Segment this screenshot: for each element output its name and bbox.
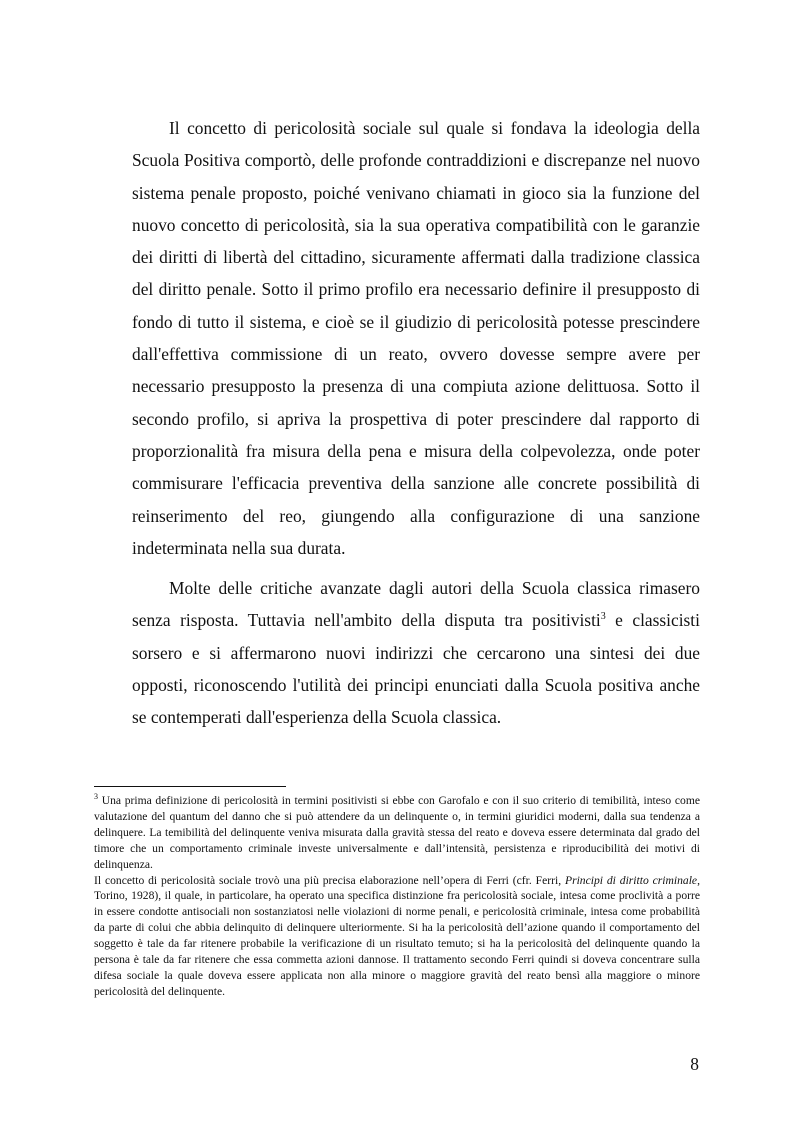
- footnote-number: 3: [94, 792, 98, 802]
- paragraph-2-text-b: e classicisti sorsero e si affermarono nuovi indirizzi che cercarono una sintesi dei due opposti, riconoscendo l'utilità dei principi enunciati dalla Scuola positiva anche se contemperati dall'esperienza della Scuola classica.: [132, 610, 700, 728]
- footnote-3-text-2b: , Torino, 1928), il quale, in particolare, ha operato una specifica distinzione fra pericolosità sociale, intesa come proclività a porre in essere condotte antisociali non sostanziatosi nelle violazioni di norme penali, e pericolosità criminale, intesa come probabilità da parte di colui che abbia delinquito di delinquere ulteriormente. Si ha la pericolosità dell’azione quando il comportamento del soggetto è tale da far ritenere probabile la verificazione di un risultato temuto; si ha la pericolosità del delinquente quando la persona è tale da far ritenere che essa commetta azioni dannose. Il trattamento secondo Ferri quindi si doveva concentrare sulla difesa sociale la quale doveva essere applicata non alla minore o maggiore gravità del reato bensì alla maggiore o minore pericolosità del delinquente.: [94, 873, 700, 998]
- footnotes: [94, 793, 700, 1000]
- paragraph-2-text-a: Molte delle critiche avanzate dagli autori della Scuola classica rimasero senza risposta. Tuttavia nell'ambito della disputa tra positivisti: [132, 578, 700, 631]
- paragraph-1: Il concetto di pericolosità sociale sul quale si fondava la ideologia della Scuola Positiva comportò, delle profonde contraddizioni e discrepanze nel nuovo sistema penale proposto, poiché venivano chiamati in gioco sia la funzione del nuovo concetto di pericolosità, sia la sua operativa compatibilità con le garanzie dei diritti di libertà del cittadino, sicuramente affermati dalla tradizione classica del diritto penale. Sotto il primo profilo era necessario definire il presupposto di fondo di tutto il sistema, e cioè se il giudizio di pericolosità potesse prescindere dall'effettiva commissione di un reato, ovvero dovesse sempre avere per necessario presupposto la presenza di una compiuta azione delittuosa. Sotto il secondo profilo, si apriva la prospettiva di poter prescindere dal rapporto di proporzionalità fra misura della pena e misura della colpevolezza, onde poter commisurare l'efficacia preventiva della sanzione alle concrete possibilità di reinserimento del reo, giungendo alla configurazione di una sanzione indeterminata nella sua durata.: [132, 118, 700, 558]
- footnote-3-text-1: Una prima definizione di pericolosità in termini positivisti si ebbe con Garofalo e con il suo criterio di temibilità, inteso come valutazione del quantum del danno che si può attendere da un delinquente o, in termini giuridici moderni, dalla sua tendenza a delinquere. La temibilità del delinquente veniva misurata dalla gravità stessa del reato e doveva essere determinata dal grado del timore che un comportamento criminale investe universalmente e dall’intensità, persistenza e riproducibilità dei motivi di delinquenza.: [94, 794, 700, 871]
- footnote-3-book-title: Principi di diritto criminale: [564, 873, 698, 887]
- footnote-divider: [94, 786, 286, 787]
- footnote-3-paragraph-1: [94, 793, 700, 873]
- footnote-3-text-2a: Il concetto di pericolosità sociale trovò una più precisa elaborazione nell’opera di Ferri (cfr. Ferri,: [94, 873, 565, 887]
- footnote-reference[interactable]: 3: [600, 611, 606, 623]
- body-text: [132, 112, 700, 742]
- page-number: 8: [690, 1054, 699, 1074]
- footnote-3-paragraph-2: [94, 873, 700, 1000]
- paragraph-2: [132, 572, 700, 733]
